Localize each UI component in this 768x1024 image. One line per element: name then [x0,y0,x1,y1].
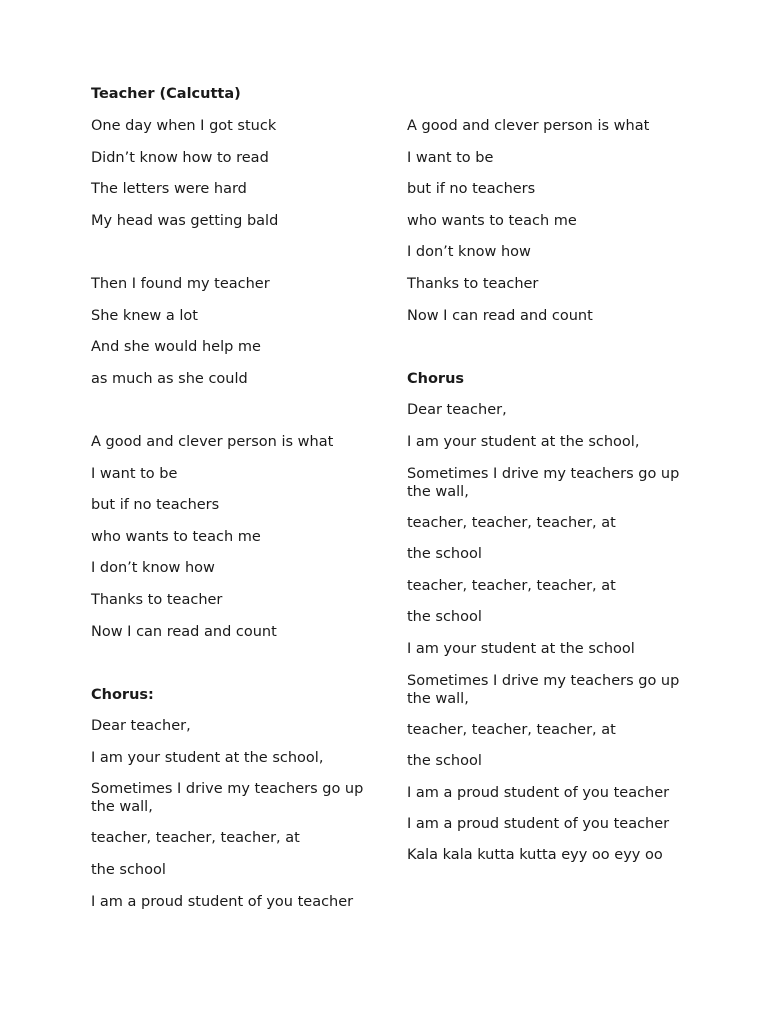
lyric-line: Sometimes I drive my teachers go up the wall, [407,465,680,500]
lyric-line: but if no teachers [91,497,220,514]
lyric-line: I am your student at the school, [407,433,640,450]
lyric-line: who wants to teach me [407,212,577,229]
lyric-line: My head was getting bald [91,212,279,229]
stanza-break [91,401,371,433]
lyric-line: but if no teachers [407,181,536,198]
lyric-line: I am your student at the school, [91,749,324,766]
lyric-line: Sometimes I drive my teachers go up the wall, [91,781,364,816]
lyric-line: the school [407,753,482,770]
lyric-line: Now I can read and count [407,307,593,324]
lyric-line: teacher, teacher, teacher, at [407,721,616,738]
right-column [407,117,687,877]
stanza-break [91,654,371,686]
lyric-line: I don’t know how [91,560,215,577]
chorus-heading: Chorus: [91,686,154,703]
lyric-line: Thanks to teacher [407,275,539,292]
lyric-line: Now I can read and count [91,623,277,640]
stanza-break [407,338,687,370]
lyric-line: teacher, teacher, teacher, at [91,830,300,847]
lyric-line: And she would help me [91,339,261,356]
lyric-line: Dear teacher, [91,718,191,735]
lyric-line: Thanks to teacher [91,591,223,608]
lyric-line: I don’t know how [407,244,531,261]
stanza-break [91,243,371,275]
lyric-line: Sometimes I drive my teachers go up the wall, [407,672,680,707]
lyric-line: The letters were hard [91,181,247,198]
lyric-line: the school [407,609,482,626]
lyric-line: the school [407,546,482,563]
lyric-line: teacher, teacher, teacher, at [407,577,616,594]
song-title: Teacher (Calcutta) [91,86,241,102]
lyric-line: One day when I got stuck [91,118,277,134]
lyric-line: Dear teacher, [407,402,507,419]
lyric-line: I am a proud student of you teacher [407,784,670,801]
lyric-line: Didn’t know how to read [91,149,269,166]
lyric-line: A good and clever person is what [407,118,650,134]
lyric-line: teacher, teacher, teacher, at [407,514,616,531]
lyric-line: I am a proud student of you teacher [407,815,670,832]
lyric-line: Kala kala kutta kutta eyy oo eyy oo [407,846,663,863]
lyric-line: who wants to teach me [91,528,261,545]
lyric-line: Then I found my teacher [91,275,270,292]
lyric-line: A good and clever person is what [91,433,334,450]
lyric-line: I want to be [407,149,494,166]
lyric-line: the school [91,862,166,879]
lyric-line: I am your student at the school [407,640,635,657]
chorus-heading: Chorus [407,370,465,387]
lyric-line: I want to be [91,465,178,482]
lyric-line: She knew a lot [91,307,198,324]
left-column [91,85,371,924]
lyric-line: I am a proud student of you teacher [91,893,354,910]
lyric-line: as much as she could [91,370,248,387]
